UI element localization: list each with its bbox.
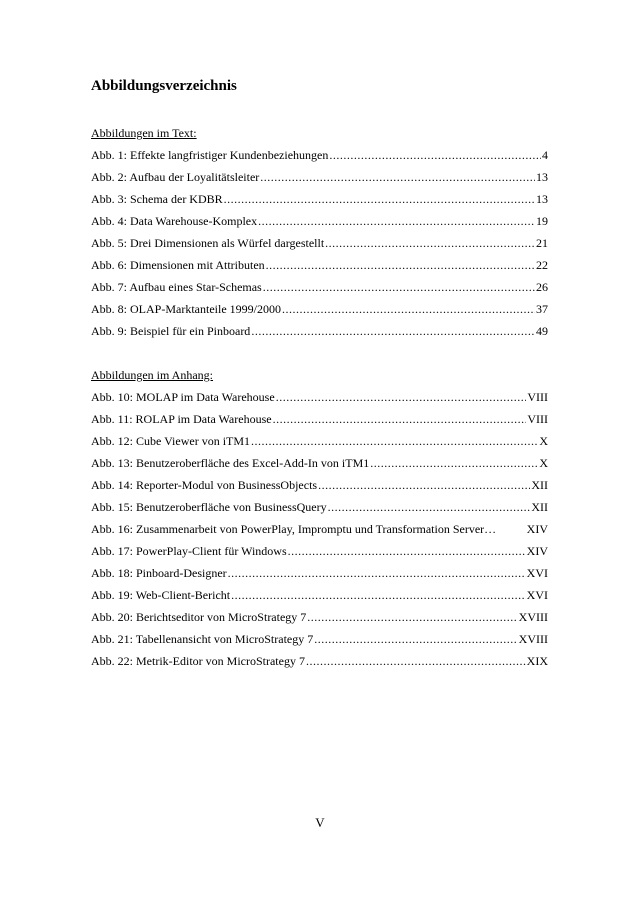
dot-leader — [258, 213, 535, 229]
dot-leader — [263, 279, 535, 295]
toc-entry-page: XVIII — [518, 610, 548, 624]
toc-entry[interactable] — [91, 213, 548, 229]
toc-entry-page: 19 — [536, 214, 548, 228]
toc-entry-label: Abb. 10: MOLAP im Data Warehouse — [91, 390, 275, 404]
toc-entry-label: Abb. 13: Benutzeroberfläche des Excel-Add-In von iTM1 — [91, 456, 370, 470]
toc-entry[interactable] — [91, 631, 548, 647]
section-heading-text-figures: Abbildungen im Text: — [91, 126, 197, 140]
toc-entry-label: Abb. 21: Tabellenansicht von MicroStrategy 7 — [91, 632, 314, 646]
toc-entry-label: Abb. 3: Schema der KDBR — [91, 192, 223, 206]
toc-entry-page: VIII — [527, 390, 548, 404]
toc-entry-page: 13 — [536, 192, 548, 206]
section-heading-appendix-figures: Abbildungen im Anhang: — [91, 368, 213, 382]
toc-entry-page: 26 — [536, 280, 548, 294]
toc-entry[interactable] — [91, 169, 548, 185]
dot-leader — [273, 411, 527, 427]
toc-entry-label: Abb. 5: Drei Dimensionen als Würfel dargestellt — [91, 236, 325, 250]
toc-entry-page: XII — [531, 500, 548, 514]
toc-entry[interactable] — [91, 653, 548, 669]
toc-entry-page: XVIII — [518, 632, 548, 646]
toc-entry-label: Abb. 2: Aufbau der Loyalitätsleiter — [91, 170, 260, 184]
toc-entry-label: Abb. 9: Beispiel für ein Pinboard — [91, 324, 251, 338]
toc-entry-page: XII — [531, 478, 548, 492]
toc-entry[interactable] — [91, 323, 548, 339]
toc-entry-label: Abb. 20: Berichtseditor von MicroStrategy 7 — [91, 610, 307, 624]
toc-entry-page: X — [539, 434, 548, 448]
toc-entry[interactable] — [91, 257, 548, 273]
toc-entry[interactable] — [91, 147, 548, 163]
toc-entry[interactable] — [91, 191, 548, 207]
toc-entry-page: 21 — [536, 236, 548, 250]
dot-leader — [307, 609, 517, 625]
toc-entry-page: 37 — [536, 302, 548, 316]
toc-entry-label: Abb. 17: PowerPlay-Client für Windows — [91, 544, 287, 558]
dot-leader — [251, 433, 538, 449]
toc-entry[interactable] — [91, 543, 548, 559]
dot-leader — [251, 323, 535, 339]
dot-leader — [260, 169, 535, 185]
dot-leader — [266, 257, 535, 273]
dot-leader — [231, 587, 526, 603]
dot-leader — [370, 455, 538, 471]
toc-entry[interactable] — [91, 521, 548, 537]
dot-leader — [228, 565, 526, 581]
toc-entry-label: Abb. 18: Pinboard-Designer — [91, 566, 227, 580]
toc-entry-page: 22 — [536, 258, 548, 272]
dot-leader — [314, 631, 517, 647]
dot-leader — [328, 499, 531, 515]
toc-entry-label: Abb. 14: Reporter-Modul von BusinessObjects — [91, 478, 318, 492]
toc-entry-page: XIX — [526, 654, 548, 668]
toc-entry-page: XVI — [526, 588, 548, 602]
toc-entry[interactable] — [91, 411, 548, 427]
page-number: V — [315, 815, 325, 830]
toc-entry[interactable] — [91, 455, 548, 471]
toc-entry[interactable] — [91, 301, 548, 317]
toc-entry[interactable] — [91, 279, 548, 295]
dot-leader — [329, 147, 541, 163]
toc-entry[interactable] — [91, 389, 548, 405]
dot-leader — [282, 301, 535, 317]
toc-entry[interactable] — [91, 477, 548, 493]
toc-entry[interactable] — [91, 609, 548, 625]
toc-entry-page: XVI — [526, 566, 548, 580]
toc-entry-label: Abb. 1: Effekte langfristiger Kundenbeziehungen — [91, 148, 329, 162]
dot-leader — [318, 477, 530, 493]
toc-entry-label: Abb. 12: Cube Viewer von iTM1 — [91, 434, 251, 448]
toc-entry-label: Abb. 22: Metrik-Editor von MicroStrategy 7 — [91, 654, 305, 668]
toc-entry-label: Abb. 4: Data Warehouse-Komplex — [91, 214, 258, 228]
toc-entry[interactable] — [91, 235, 548, 251]
dot-leader — [325, 235, 535, 251]
toc-entry[interactable] — [91, 587, 548, 603]
toc-entry-label: Abb. 7: Aufbau eines Star-Schemas — [91, 280, 262, 294]
toc-entry-page: X — [539, 456, 548, 470]
toc-entry-label: Abb. 15: Benutzeroberfläche von BusinessQuery — [91, 500, 327, 514]
toc-entry[interactable] — [91, 499, 548, 515]
toc-entry-page: 49 — [536, 324, 548, 338]
toc-entry-label: Abb. 16: Zusammenarbeit von PowerPlay, Impromptu und Transformation Server… — [91, 522, 497, 536]
toc-entry-page: XIV — [526, 522, 548, 536]
toc-entry-label: Abb. 6: Dimensionen mit Attributen — [91, 258, 265, 272]
dot-leader — [288, 543, 526, 559]
toc-entry-page: XIV — [526, 544, 548, 558]
toc-entry-page: 4 — [542, 148, 548, 162]
toc-entry-label: Abb. 8: OLAP-Marktanteile 1999/2000 — [91, 302, 281, 316]
toc-entry-page: VIII — [527, 412, 548, 426]
toc-entry[interactable] — [91, 565, 548, 581]
dot-leader — [306, 653, 526, 669]
toc-entry-label: Abb. 19: Web-Client-Bericht — [91, 588, 231, 602]
dot-leader — [276, 389, 527, 405]
toc-entry-page: 13 — [536, 170, 548, 184]
toc-entry-label: Abb. 11: ROLAP im Data Warehouse — [91, 412, 272, 426]
page-title: Abbildungsverzeichnis — [91, 78, 237, 94]
dot-leader — [224, 191, 535, 207]
toc-entry[interactable] — [91, 433, 548, 449]
